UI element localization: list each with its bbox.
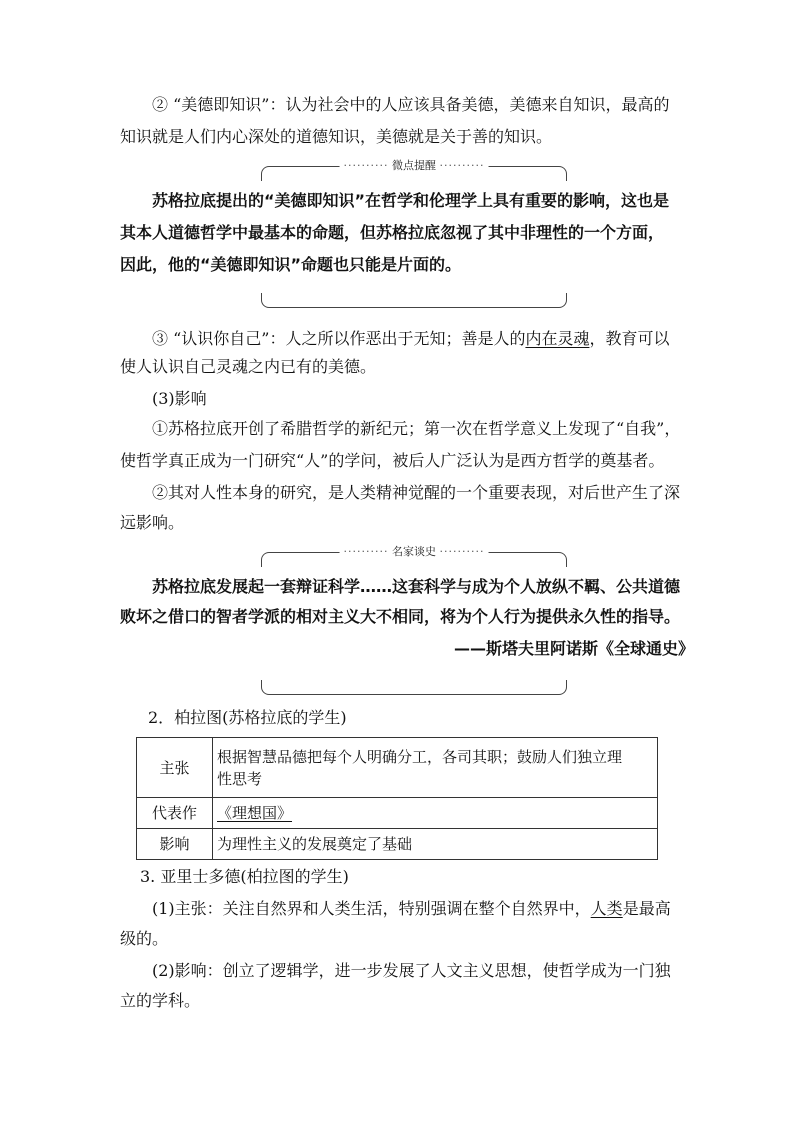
paragraph-knowyourself-line2: 使人认识自己灵魂之内已有的美德。 bbox=[120, 357, 377, 376]
underlined-term: 内在灵魂 bbox=[525, 329, 590, 348]
paragraph-virtue-line1: ② “美德即知识”：认为社会中的人应该具备美德，美德来自知识，最高的 bbox=[152, 95, 670, 114]
quote-label: 名家谈史 bbox=[392, 545, 436, 558]
table-row bbox=[137, 798, 658, 829]
table-key-cell: 代表作 bbox=[137, 798, 213, 829]
tip-text-line2: 其本人道德哲学中最基本的命题，但苏格拉底忽视了其中非理性的一个方面， bbox=[120, 223, 665, 242]
tip-text-line3: 因此，他的“美德即知识”命题也只能是片面的。 bbox=[120, 255, 462, 274]
tip-label: 微点提醒 bbox=[392, 159, 436, 172]
impact-line3: ②其对人性本身的研究，是人类精神觉醒的一个重要表现，对后世产生了深 bbox=[152, 483, 681, 502]
quote-line1: 苏格拉底发展起一套辩证科学……这套科学与成为个人放纵不羁、公共道德 bbox=[152, 577, 681, 596]
table-key-cell: 影响 bbox=[137, 829, 213, 860]
table-key-cell: 主张 bbox=[137, 738, 213, 798]
tip-text-line1: 苏格拉底提出的“美德即知识”在哲学和伦理学上具有重要的影响，这也是 bbox=[152, 191, 670, 210]
aristotle-line3: (2)影响：创立了逻辑学，进一步发展了人文主义思想，使哲学成为一门独 bbox=[152, 961, 671, 980]
table-value-cell: 《理想国》 bbox=[213, 798, 658, 829]
quote-box-bottom bbox=[261, 680, 567, 695]
aristotle-line2: 级的。 bbox=[120, 929, 169, 948]
tip-box-bottom bbox=[261, 293, 567, 308]
aristotle-line1: (1)主张：关注自然界和人类生活，特别强调在整个自然界中，人类是最高 bbox=[152, 899, 671, 918]
section-heading-plato: 2．柏拉图(苏格拉底的学生) bbox=[148, 708, 347, 727]
impact-line4: 远影响。 bbox=[120, 513, 185, 532]
table-row bbox=[137, 738, 658, 798]
plato-table bbox=[136, 737, 658, 860]
quote-source: ——斯塔夫里阿诺斯《全球通史》 bbox=[453, 639, 694, 658]
section-heading-aristotle: 3. 亚里士多德(柏拉图的学生) bbox=[140, 867, 349, 886]
impact-line1: ①苏格拉底开创了希腊哲学的新纪元；第一次在哲学意义上发现了“自我”， bbox=[152, 419, 681, 438]
quote-box-top: ·········· 名家谈史 ·········· bbox=[261, 552, 567, 567]
impact-line2: 使哲学真正成为一门研究“人”的学问，被后人广泛认为是西方哲学的奠基者。 bbox=[120, 451, 665, 470]
table-value-cell: 为理性主义的发展奠定了基础 bbox=[213, 829, 658, 860]
paragraph-knowyourself-line1: ③ “认识你自己”：人之所以作恶出于无知；善是人的内在灵魂，教育可以 bbox=[152, 329, 670, 348]
paragraph-virtue-line2: 知识就是人们内心深处的道德知识，美德就是关于善的知识。 bbox=[120, 127, 553, 146]
table-value-cell: 根据智慧品德把每个人明确分工，各司其职；鼓励人们独立理 性思考 bbox=[213, 738, 658, 798]
quote-line2: 败坏之借口的智者学派的相对主义大不相同，将为个人行为提供永久性的指导。 bbox=[120, 607, 681, 626]
underlined-term: 人类 bbox=[590, 899, 623, 918]
tip-box-top: ·········· 微点提醒 ·········· bbox=[261, 166, 567, 181]
table-row bbox=[137, 829, 658, 860]
aristotle-line4: 立的学科。 bbox=[120, 991, 201, 1010]
section-heading-impact: (3)影响 bbox=[152, 389, 207, 408]
